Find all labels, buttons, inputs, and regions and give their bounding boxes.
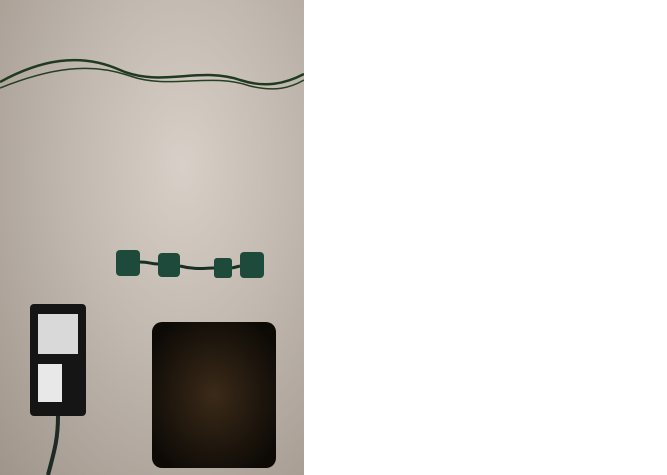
transformer-image xyxy=(30,304,86,475)
product-list-panel xyxy=(304,0,667,475)
connector-plug-icon xyxy=(116,250,140,276)
cluster-photo xyxy=(152,322,276,468)
product-photo xyxy=(0,0,304,475)
